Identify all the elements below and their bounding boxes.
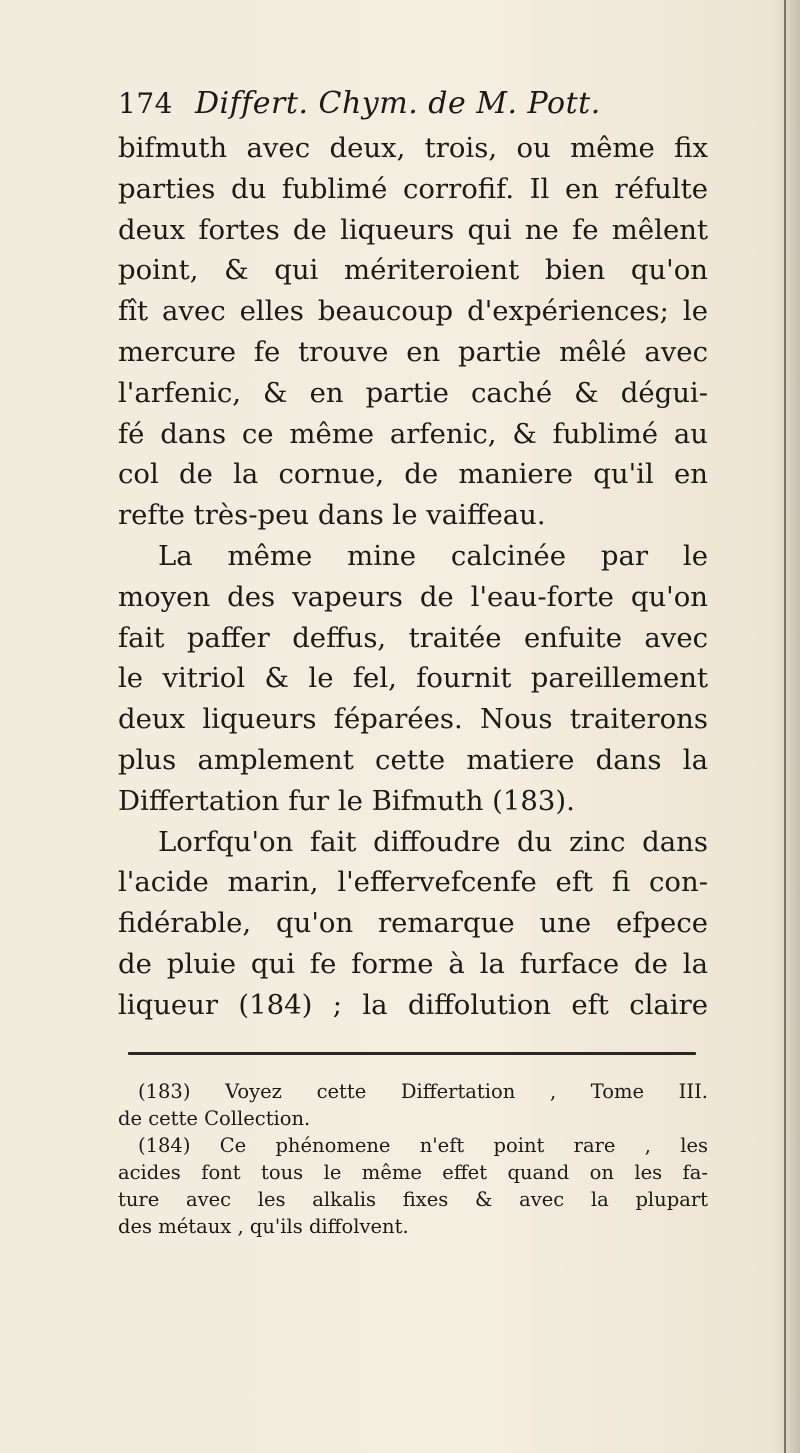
footnote-184-line: des métaux , qu'ils diffolvent. [118, 1215, 409, 1238]
body-text [118, 128, 708, 1026]
text-line: refte très-peu dans le vaiffeau. [118, 499, 546, 532]
text-line: plus amplement cette matiere dans la [118, 743, 708, 776]
page-edge-line [784, 0, 786, 1453]
text-line: fît avec elles beaucoup d'expériences; le [118, 295, 708, 328]
text-line: l'acide marin, l'effervefcenfe eft fi con- [118, 866, 708, 899]
text-line: point, & qui mériteroient bien qu'on [118, 254, 708, 287]
text-line: liqueur (184) ; la diffolution eft claire [118, 988, 708, 1021]
text-line: bifmuth avec deux, trois, ou même fix [118, 132, 708, 164]
footnote-183-line: de cette Collection. [118, 1107, 311, 1130]
text-line: l'arfenic, & en partie caché & dégui- [118, 376, 708, 409]
footnote-rule [128, 1052, 696, 1055]
text-line: le vitriol & le fel, fournit pareillement [118, 662, 708, 695]
footnote-184-line: ture avec les alkalis fixes & avec la plupart [118, 1188, 708, 1211]
running-head-title: Differt. Chym. de M. Pott. [194, 86, 601, 121]
text-line: col de la cornue, de maniere qu'il en [118, 458, 708, 491]
text-line: mercure fe trouve en partie mêlé avec [118, 335, 708, 368]
text-line: fidérable, qu'on remarque une efpece [118, 907, 708, 940]
footnote-184-line: acides font tous le même effet quand on les fa- [118, 1161, 708, 1184]
footnote-184-line: (184) Ce phénomene n'eft point rare , les [138, 1134, 708, 1157]
text-line: parties du fublimé corrofif. Il en réfulte [118, 172, 708, 205]
footnotes [118, 1078, 708, 1240]
running-head [118, 86, 601, 121]
page-number: 174 [118, 87, 173, 120]
paragraph-start-line: La même mine calcinée par le [158, 539, 708, 572]
page-edge-shadow [774, 0, 800, 1453]
text-line: deux liqueurs féparées. Nous traiterons [118, 703, 708, 736]
text-line: deux fortes de liqueurs qui ne fe mêlent [118, 213, 708, 246]
text-line: Differtation fur le Bifmuth (183). [118, 784, 575, 817]
paragraph-start-line: Lorfqu'on fait diffoudre du zinc dans [158, 825, 708, 858]
text-line: fé dans ce même arfenic, & fublimé au [118, 417, 708, 450]
text-line: de pluie qui fe forme à la furface de la [118, 947, 708, 980]
text-line: moyen des vapeurs de l'eau-forte qu'on [118, 580, 708, 613]
text-line: fait paffer deffus, traitée enfuite avec [118, 621, 708, 654]
footnote-183-line: (183) Voyez cette Differtation , Tome III. [138, 1080, 708, 1103]
